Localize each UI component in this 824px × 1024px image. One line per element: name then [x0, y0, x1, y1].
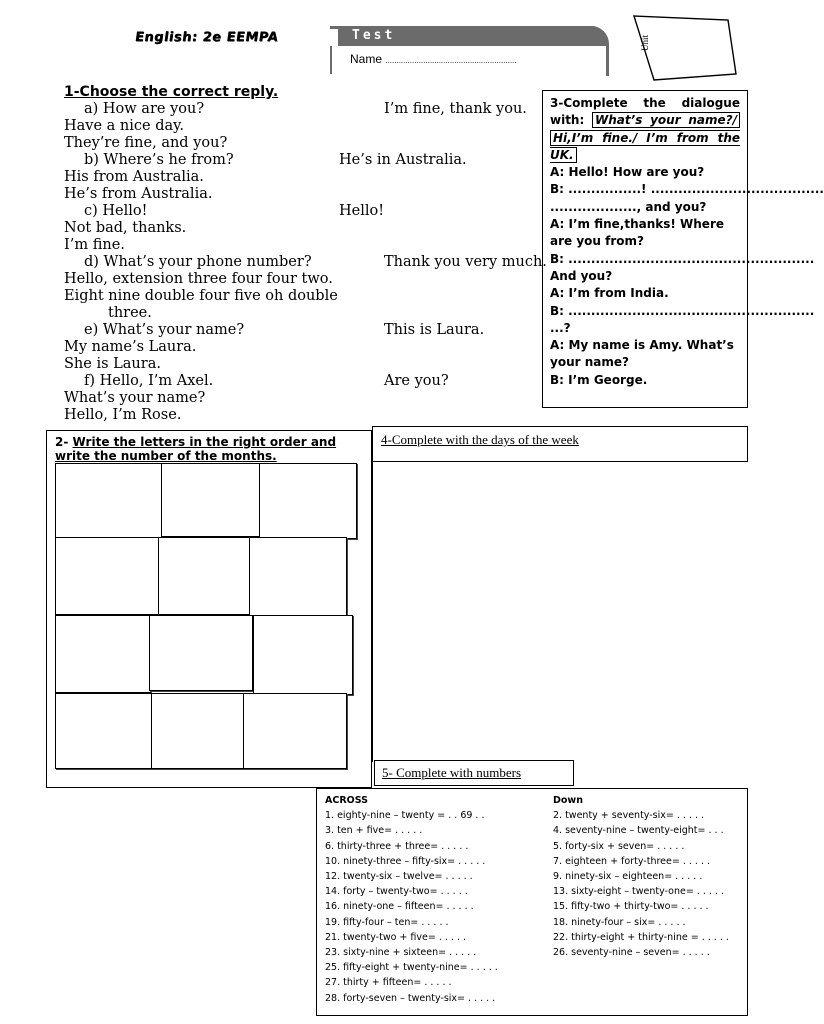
crossword-clues — [316, 788, 748, 1016]
reply-option[interactable]: He’s from Australia. — [64, 186, 213, 202]
section-1-title: 1-Choose the correct reply. — [64, 84, 279, 100]
across-clue: 10. ninety-three – fifty-six= . . . . . — [325, 855, 486, 867]
reply-option[interactable]: Are you? — [384, 373, 449, 389]
question-text: e) What’s your name? — [84, 322, 245, 338]
down-clues — [553, 793, 729, 960]
name-field[interactable] — [350, 52, 517, 66]
name-dots: ........................................................... — [385, 56, 517, 65]
reply-option[interactable]: I’m fine. — [64, 237, 125, 253]
reply-option[interactable]: My name’s Laura. — [64, 339, 197, 355]
reply-option[interactable]: Hello! — [339, 203, 385, 219]
section-3-phrase-2: Hi,I’m fine./ I’m from the UK. — [550, 130, 740, 162]
month-picture-cell — [253, 615, 353, 695]
month-picture-cell — [243, 693, 347, 769]
section-3-title-prefix: 3-Complete the dialogue with: — [550, 96, 740, 128]
section-1-questions — [64, 101, 547, 424]
dialogue-line: A: Hello! How are you? — [550, 165, 705, 180]
reply-option[interactable]: His from Australia. — [64, 169, 204, 185]
question-text: d) What’s your phone number? — [84, 254, 312, 270]
across-clues — [325, 793, 498, 1006]
reply-option[interactable]: Hello, I’m Rose. — [64, 407, 182, 423]
across-clue: 6. thirty-three + three= . . . . . — [325, 840, 469, 852]
section-5-title: 5- Complete with numbers — [382, 765, 522, 780]
reply-option[interactable]: three. — [108, 305, 152, 321]
question-text: a) How are you? — [84, 101, 205, 117]
across-clue: 21. twenty-two + five= . . . . . — [325, 931, 467, 943]
dialogue-line: ..................., and you? — [550, 199, 707, 214]
month-picture-cell — [161, 463, 261, 537]
across-clue: 3. ten + five= . . . . . — [325, 825, 423, 837]
across-clue: 25. fifty-eight + twenty-nine= . . . . . — [325, 962, 498, 974]
reply-option[interactable]: Have a nice day. — [64, 118, 185, 134]
month-picture-cell — [151, 693, 245, 769]
dialogue-line: B: ................! ...................................... — [550, 182, 824, 197]
question-row — [64, 203, 544, 220]
section-4-divider — [372, 462, 373, 762]
reply-option[interactable]: They’re fine, and you? — [64, 135, 228, 151]
question-row — [64, 101, 544, 118]
across-clue: 28. forty-seven – twenty-six= . . . . . — [325, 992, 496, 1004]
question-text: b) Where’s he from? — [84, 152, 234, 168]
down-clue: 13. sixty-eight – twenty-one= . . . . . — [553, 886, 724, 898]
across-clue: 14. forty – twenty-two= . . . . . — [325, 886, 468, 898]
section-3-phrase-1: What’s your name?/ — [592, 112, 740, 128]
reply-option[interactable]: This is Laura. — [384, 322, 485, 338]
section-4-days-box — [372, 426, 748, 462]
dialogue-line: ...? — [550, 320, 571, 335]
section-2-title — [55, 435, 367, 463]
reply-option[interactable]: Not bad, thanks. — [64, 220, 187, 236]
dialogue-line: are you from? — [550, 234, 644, 249]
down-clue: 7. eighteen + forty-three= . . . . . — [553, 855, 711, 867]
section-2-months-box — [46, 430, 372, 788]
test-header-left-edge — [330, 46, 336, 74]
down-clue: 18. ninety-four – six= . . . . . — [553, 916, 686, 928]
name-label: Name — [350, 52, 383, 66]
unit-box — [632, 14, 738, 84]
section-3-dialogue-box — [542, 90, 824, 408]
down-clue: 26. seventy-nine – seven= . . . . . — [553, 947, 710, 959]
section-2-title-num: 2- — [55, 435, 69, 449]
section-4-title: 4-Complete with the days of the week — [381, 432, 579, 447]
section-3-title — [550, 95, 740, 164]
unit-label: Unit — [640, 34, 651, 52]
test-header — [330, 26, 608, 74]
across-clue: 16. ninety-one – fifteen= . . . . . — [325, 901, 474, 913]
reply-option[interactable]: He’s in Australia. — [339, 152, 467, 168]
dialogue-line: B: ...................................................... — [550, 251, 815, 266]
reply-option[interactable]: Thank you very much. — [384, 254, 547, 270]
month-picture-cell — [55, 537, 159, 615]
across-clue: 1. eighty-nine – twenty = . . 69 . . — [325, 810, 485, 822]
month-picture-cell — [55, 693, 153, 769]
reply-option[interactable]: What’s your name? — [64, 390, 206, 406]
test-label: Test — [338, 26, 606, 46]
across-clue: 12. twenty-six – twelve= . . . . . — [325, 871, 473, 883]
reply-option[interactable]: Hello, extension three four four two. — [64, 271, 333, 287]
dialogue-line: B: ...................................................... — [550, 303, 815, 318]
dialogue-line: A: I’m from India. — [550, 286, 669, 301]
month-picture-cell — [55, 463, 163, 539]
dialogue-line: your name? — [550, 355, 629, 370]
down-clue: 15. fifty-two + thirty-two= . . . . . — [553, 901, 709, 913]
section-2-title-text: Write the letters in the right order and write the number of the months. — [55, 435, 337, 463]
section-1-choose-reply — [64, 84, 547, 424]
dialogue-line: A: I’m fine,thanks! Where — [550, 217, 724, 232]
across-clue: 19. fifty-four – ten= . . . . . — [325, 916, 449, 928]
question-text: f) Hello, I’m Axel. — [84, 373, 214, 389]
reply-option[interactable]: I’m fine, thank you. — [384, 101, 527, 117]
across-clue: 23. sixty-nine + sixteen= . . . . . — [325, 947, 477, 959]
question-row — [64, 152, 544, 169]
question-row — [64, 254, 547, 271]
section-5-numbers-box — [374, 760, 574, 786]
month-picture-cell — [158, 537, 250, 615]
down-heading: Down — [553, 795, 583, 806]
month-picture-cell — [259, 463, 357, 539]
down-clue: 2. twenty + seventy-six= . . . . . — [553, 810, 705, 822]
down-clue: 5. forty-six + seven= . . . . . — [553, 840, 685, 852]
month-picture-cell — [149, 615, 253, 691]
month-picture-cell — [55, 615, 151, 693]
month-picture-cell — [249, 537, 347, 617]
question-row — [64, 373, 544, 390]
dialogue-line: B: I’m George. — [550, 372, 648, 387]
down-clue: 9. ninety-six – eighteen= . . . . . — [553, 871, 703, 883]
down-clue: 4. seventy-nine – twenty-eight= . . . — [553, 825, 724, 837]
section-3-dialogue-lines — [550, 164, 824, 389]
dialogue-line: A: My name is Amy. What’s — [550, 338, 734, 353]
reply-option[interactable]: Eight nine double four five oh double — [64, 288, 338, 304]
worksheet-brand: English: 2e EEMPA — [133, 30, 280, 45]
across-clue: 27. thirty + fifteen= . . . . . — [325, 977, 452, 989]
across-heading: ACROSS — [325, 795, 368, 806]
down-clue: 22. thirty-eight + thirty-nine = . . . . . — [553, 931, 729, 943]
dialogue-line: And you? — [550, 268, 613, 283]
question-text: c) Hello! — [84, 203, 148, 219]
reply-option[interactable]: She is Laura. — [64, 356, 161, 372]
question-row — [64, 322, 544, 339]
